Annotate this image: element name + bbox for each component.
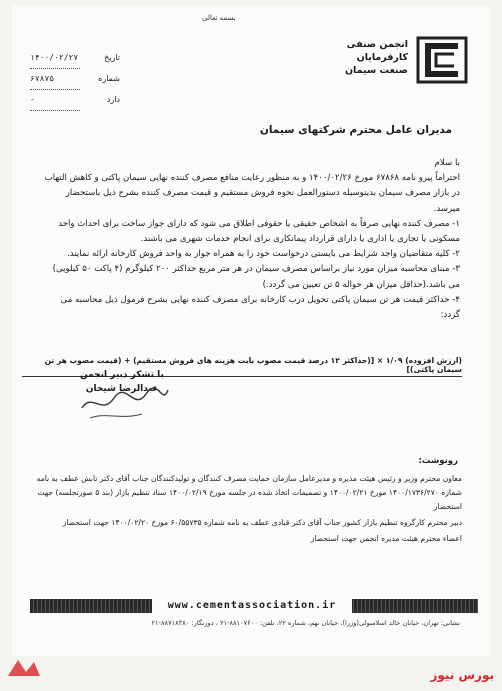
cc-list [22, 472, 462, 548]
paragraph-item-3: ۳- مبنای محاسبه میزان مورد نیاز براساس مصرف سیمان در هر متر مربع حداکثر ۲۰۰ کیلوگرم (۴ پاکت ۵۰ کیلویی) می باشد.(حداقل میزان هر حواله ۵ تن تعیین می گردد.) [52, 264, 460, 290]
logo-line-2: کارفرمایان [356, 52, 408, 63]
logo-line-1: انجمن صنفی [346, 39, 408, 50]
brand-watermark: بورس نیوز [430, 668, 494, 682]
meta-date-value: ۱۴۰۰/۰۲/۲۷ [30, 48, 80, 69]
cc-title: رونوشت: [418, 456, 458, 466]
signature-line-2: عبدالرضا شیخان [85, 384, 159, 394]
cc-item-2: دبیر محترم کارگروه تنظیم بازار کشور جناب آقای دکتر قبادی عطف به نامه شماره ۶۰/۵۵۷۳۵ مورخ ۱۴۰۰/۰۲/۲۰ جهت استحضار [62, 518, 462, 527]
handwritten-signature-icon [72, 372, 172, 428]
greeting: با سلام [434, 158, 460, 168]
price-formula: (ارزش افزوده) ۱/۰۹ × [(حداکثر ۱۲ درصد قیمت مصوب بابت هزینه های فروش مستقیم) + (قیمت مصوب هر تن سیمان پاکتی)] [22, 356, 462, 377]
logo-line-3: صنعت سیمان [344, 65, 408, 76]
meta-attachment-label: دارد [106, 95, 120, 104]
letter-meta [30, 48, 120, 111]
letter-body [40, 156, 460, 323]
meta-date-label: تاریخ [104, 53, 120, 62]
footer-url: www.cementassociation.ir [152, 598, 352, 613]
logo-text [320, 38, 408, 77]
meta-number-label: شماره [98, 74, 120, 83]
association-logo [320, 32, 470, 94]
paragraph-item-2: ۲- کلیه متقاضیان واجد شرایط می بایستی درخواست خود را به همراه جواز به واحد فروش کارخانه ارائه نمایند. [67, 249, 460, 260]
paragraph-item-4: ۴- حداکثر قیمت هر تن سیمان پاکتی تحویل درب کارخانه برای مصرف کننده نهایی بشرح فرمول ذیل محاسبه می گردد: [60, 294, 460, 321]
meta-attachment-row [30, 90, 120, 111]
cc-item-1: معاون محترم وزیر و رئیس هیئت مدیره و مدیرعامل سازمان حمایت مصرف کنندگان و تولیدکنندگان جناب آقای دکتر تابش عطف به نامه شماره ۱۴۰۰/۱۷۳۶/۲۷۰ مورخ ۱۴۰۰/۰۲/۲۱ و تصمیمات اتخاذ شده در جلسه مورخ ۱۴۰۰/۰۲/۱۹ ستاد تنظیم بازار (بند ۵ صورتجلسه) جهت استحضار [36, 474, 462, 511]
meta-number-row [30, 69, 120, 90]
cc-item-3: اعضاء محترم هیئت مدیره انجمن جهت استحضار [310, 534, 462, 543]
letter-page [12, 6, 490, 656]
meta-attachment-value: - [30, 90, 80, 111]
watermark-logo-icon [4, 654, 44, 680]
paragraph-intro: احتراماً پیرو نامه ۶۷۸۶۸ مورخ ۱۴۰۰/۰۲/۲۶ و به منظور رعایت منافع مصرف کننده نهایی سیمان پاکتی و کاهش التهاب در بازار مصرف سیمان بدینوسیله دستورالعمل نحوه فروش مستقیم و قیمت مصرف کننده بشرح ذیل باستحضار میرسد. [44, 173, 460, 214]
signature-block [72, 368, 172, 428]
meta-date-row [30, 48, 120, 69]
meta-number-value: ۶۷۸۷۵ [30, 69, 80, 90]
paragraph-item-1: ۱- مصرف کننده نهایی صرفاً به اشخاص حقیقی یا حقوقی اطلاق می شود که دارای جواز ساخت برای احداث واحد مسکونی یا تجاری یا اداری یا دارای قرارداد پیمانکاری برای انجام خدمات شهری می باشند. [58, 218, 460, 245]
cement-logo-icon [414, 32, 470, 88]
footer-address: نشانی: تهران، خیابان خالد اسلامبولی(وزرا)، خیابان نهم، شماره ۲۲، تلفن: ۸۸۱۰۷۶۰۰-۲۱ ، دورنگار: ۸۸۷۱۸۳۸۰-۲۱ [151, 619, 460, 627]
bismillah-text: بسمه تعالی [202, 14, 236, 22]
signature-line-1: با تشکر دبیر انجمن [80, 370, 164, 380]
addressee: مدیران عامل محترم شرکتهای سیمان [259, 124, 452, 136]
